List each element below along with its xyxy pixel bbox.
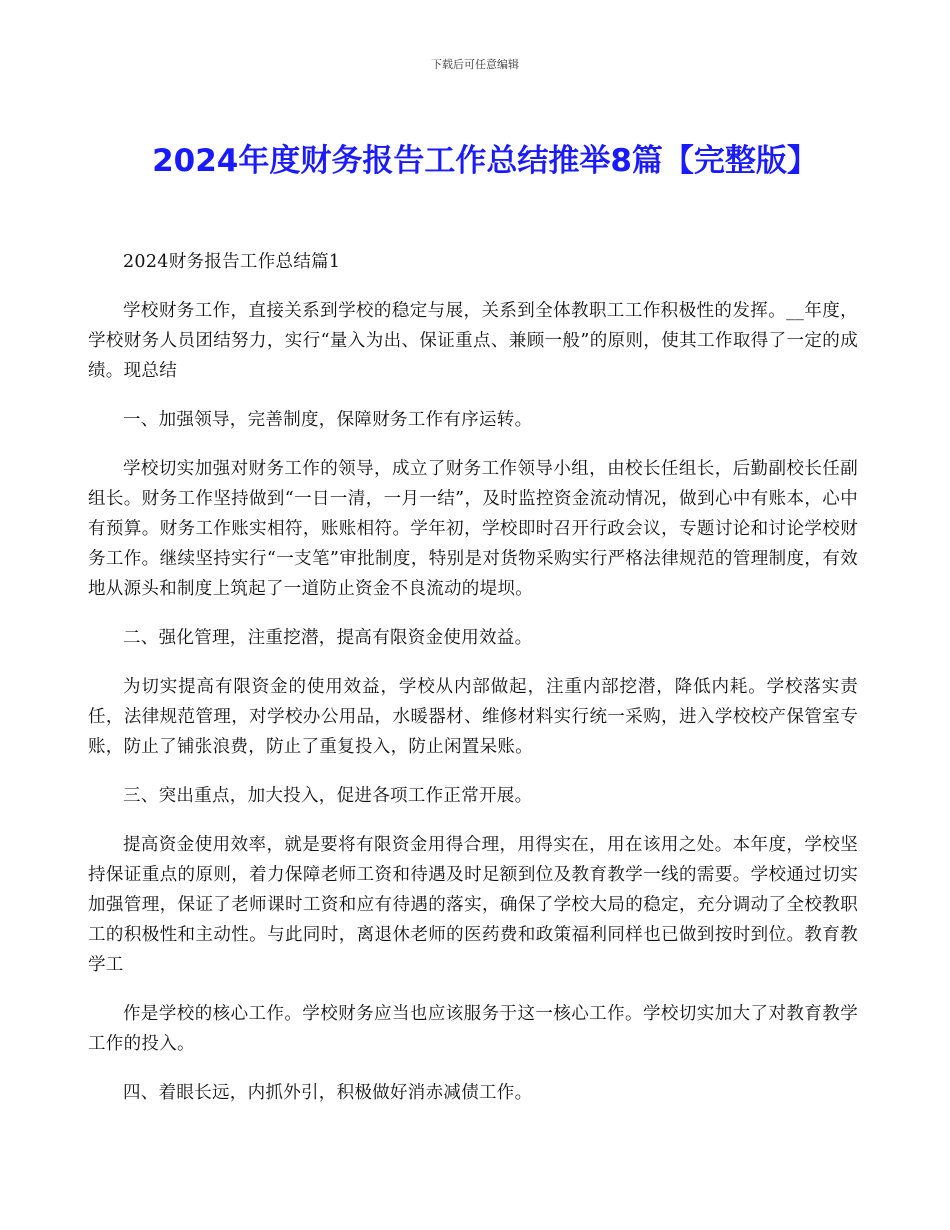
paragraph: 学校财务工作，直接关系到学校的稳定与展，关系到全体教职工工作积极性的发挥。__年度，学校财务人员团结努力，实行“量入为出、保证重点、兼顾一般”的原则，使其工作取得了一定的成绩。现总结	[88, 301, 858, 381]
paragraph: 为切实提高有限资金的使用效益，学校从内部做起，注重内部挖潜，降低内耗。学校落实责任，法律规范管理，对学校办公用品，水暖器材、维修材料实行统一采购，进入学校校产保管室专账，防止了铺张浪费，防止了重复投入，防止闲置呆账。	[88, 677, 858, 757]
subsection-heading: 三、突出重点，加大投入，促进各项工作正常开展。	[123, 786, 533, 806]
section-heading: 2024财务报告工作总结篇1	[123, 252, 341, 272]
paragraph: 提高资金使用效率，就是要将有限资金用得合理，用得实在，用在该用之处。本年度，学校坚持保证重点的原则，着力保障老师工资和待遇及时足额到位及教育教学一线的需要。学校通过切实加强管理，保证了老师课时工资和应有待遇的落实，确保了学校大局的稳定，充分调动了全校教职工的积极性和主动性。与此同时，离退休老师的医药费和政策福利同样也已做到按时到位。教育教学工	[88, 835, 858, 975]
document-body	[88, 247, 858, 1127]
subsection-heading: 一、加强领导，完善制度，保障财务工作有序运转。	[123, 410, 533, 430]
paragraph: 作是学校的核心工作。学校财务应当也应该服务于这一核心工作。学校切实加大了对教育教学工作的投入。	[88, 1004, 858, 1054]
subsection-heading: 四、着眼长远，内抓外引，积极做好消赤减债工作。	[123, 1083, 533, 1103]
subsection-heading: 二、强化管理，注重挖潜，提高有限资金使用效益。	[123, 628, 533, 648]
document-title: 2024年度财务报告工作总结推举8篇【完整版】	[152, 143, 818, 179]
paragraph: 学校切实加强对财务工作的领导，成立了财务工作领导小组，由校长任组长，后勤副校长任副组长。财务工作坚持做到“一日一清，一月一结”，及时监控资金流动情况，做到心中有账本，心中有预算。财务工作账实相符，账账相符。学年初，学校即时召开行政会议，专题讨论和讨论学校财务工作。继续坚持实行“一支笔”审批制度，特别是对货物采购实行严格法律规范的管理制度，有效地从源头和制度上筑起了一道防止资金不良流动的堤坝。	[88, 459, 858, 599]
header-note: 下载后可任意编辑	[431, 58, 519, 71]
